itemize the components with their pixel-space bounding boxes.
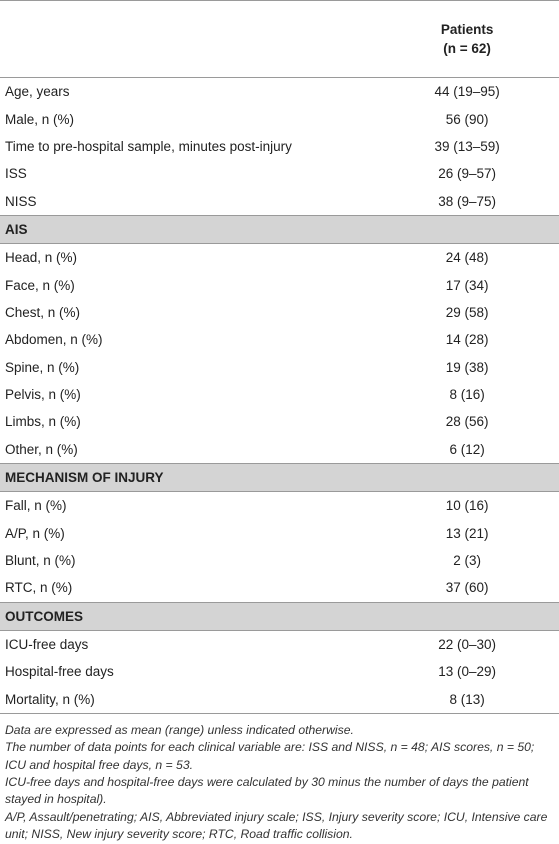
row-value: 14 (28) <box>445 332 489 348</box>
row-label: Time to pre-hospital sample, minutes post-injury <box>5 138 292 154</box>
table-row <box>0 519 559 546</box>
row-label: Spine, n (%) <box>5 359 80 375</box>
table-row <box>0 630 559 658</box>
row-value: 29 (58) <box>445 304 489 320</box>
row-label: ICU-free days <box>5 636 89 652</box>
row-value: 2 (3) <box>453 553 481 569</box>
row-label: Chest, n (%) <box>5 304 81 320</box>
section-header-mechanism <box>0 464 559 492</box>
ais-section <box>0 215 559 463</box>
row-label: Blunt, n (%) <box>5 553 76 569</box>
section-title: AIS <box>0 215 559 243</box>
row-label: Head, n (%) <box>5 250 78 266</box>
table-row <box>0 326 559 353</box>
row-label: Abdomen, n (%) <box>5 332 103 348</box>
row-label: A/P, n (%) <box>5 525 65 541</box>
table-row <box>0 160 559 187</box>
general-rows <box>0 78 559 216</box>
row-label: Hospital-free days <box>5 664 114 680</box>
table-row <box>0 105 559 132</box>
row-value: 38 (9–75) <box>438 193 496 209</box>
row-label: NISS <box>5 193 37 209</box>
footnote: A/P, Assault/penetrating; AIS, Abbreviated injury scale; ISS, Injury severity score; ICU, Intensive care unit; NISS, New injury severity score; RTC, Road traffic collision. <box>5 809 548 842</box>
footnote: Data are expressed as mean (range) unless indicated otherwise. <box>5 722 354 737</box>
table-footnotes <box>0 714 559 844</box>
table-row <box>0 243 559 271</box>
row-value: 6 (12) <box>449 441 485 457</box>
row-value: 8 (13) <box>412 685 559 713</box>
row-label: Other, n (%) <box>5 441 78 457</box>
footnote: ICU-free days and hospital-free days were calculated by 30 minus the number of days the patient stayed in hospital). <box>5 775 529 807</box>
row-value: 17 (34) <box>445 277 489 293</box>
table-row <box>0 408 559 435</box>
row-value: 26 (9–57) <box>438 166 496 182</box>
section-title: OUTCOMES <box>0 602 559 630</box>
row-label: Limbs, n (%) <box>5 414 81 430</box>
row-value: 39 (13–59) <box>434 138 500 154</box>
column-n-count: (n = 62) <box>443 41 491 56</box>
table-row <box>0 547 559 574</box>
row-label: Fall, n (%) <box>5 498 67 514</box>
mechanism-section <box>0 464 559 603</box>
table-row <box>0 188 559 216</box>
row-value: 24 (48) <box>445 250 489 266</box>
table-row <box>0 492 559 520</box>
table-row <box>0 658 559 685</box>
column-title: Patients <box>440 22 494 37</box>
table-row <box>0 381 559 408</box>
row-label: Pelvis, n (%) <box>5 387 81 403</box>
row-value: 22 (0–30) <box>438 636 496 652</box>
section-title: MECHANISM OF INJURY <box>0 464 559 492</box>
footnote: The number of data points for each clinical variable are: ISS and NISS, n = 48; AIS scores, n = 50; ICU and hospital free days, n = 53. <box>5 740 535 772</box>
patients-column-header <box>412 1 559 78</box>
header-empty-cell <box>0 1 412 78</box>
table-row <box>0 574 559 602</box>
row-value: 37 (60) <box>445 580 489 596</box>
row-value: 13 (21) <box>445 525 489 541</box>
table-header-row <box>0 1 559 78</box>
table-row <box>0 133 559 160</box>
row-label: ISS <box>5 166 27 182</box>
row-value: 44 (19–95) <box>434 84 500 100</box>
row-value: 10 (16) <box>445 498 489 514</box>
table-row <box>0 299 559 326</box>
row-value: 8 (16) <box>449 387 485 403</box>
section-header-ais <box>0 215 559 243</box>
table-row <box>0 78 559 106</box>
row-label: Mortality, n (%) <box>0 685 412 713</box>
row-label: Face, n (%) <box>5 277 75 293</box>
table-row <box>0 354 559 381</box>
row-value: 19 (38) <box>445 359 489 375</box>
outcomes-section <box>0 602 559 713</box>
table-row <box>0 271 559 298</box>
row-value: 56 (90) <box>445 111 489 127</box>
row-label: Age, years <box>5 84 70 100</box>
row-value: 28 (56) <box>445 414 489 430</box>
table-row <box>0 436 559 464</box>
row-value: 13 (0–29) <box>438 664 496 680</box>
row-label: RTC, n (%) <box>5 580 73 596</box>
section-header-outcomes <box>0 602 559 630</box>
row-label: Male, n (%) <box>5 111 75 127</box>
table-row <box>0 685 559 713</box>
